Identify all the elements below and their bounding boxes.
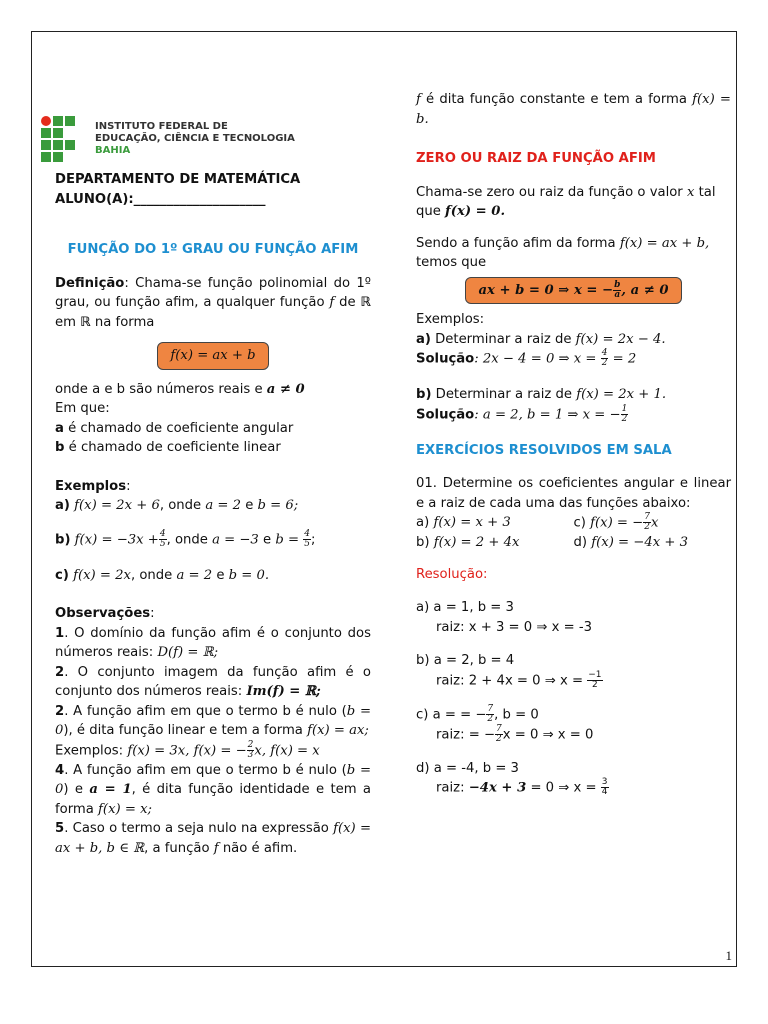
root-formula-box: ax + b = 0 ⇒ x = − $\frac{b}{a}$ , a ≠ 0 — [465, 277, 681, 305]
resolution-b-line1: b) a = 2, b = 4 — [416, 653, 515, 668]
left-column — [55, 240, 371, 858]
definition-paragraph: Definição: Chama-se função polinomial do 1º grau, ou função afim, a qualquer função f de ℝ em ℝ na forma — [55, 275, 371, 330]
question-row-1 — [416, 513, 731, 533]
coef-a-line: a é chamado de coeficiente angular — [55, 420, 294, 436]
resolution-label: Resolução: — [416, 566, 488, 582]
section-title-zero: ZERO OU RAIZ DA FUNÇÃO AFIM — [416, 151, 656, 166]
logo-line-3: BAHIA — [95, 145, 131, 156]
formula-box: f(x) = ax + b — [157, 342, 268, 370]
root-solution-a: Solução: 2x − 4 = 0 ⇒ x = $\frac{4}{2}$ = 2 — [416, 348, 637, 368]
page-number: 1 — [725, 948, 732, 963]
resolution-c-line1: c) a = = − $\frac{7}{2}$ , b = 0 — [416, 703, 539, 724]
example-b: b) f(x) = −3x + $\frac{4}{5}$ , onde a = −3 e b = $\frac{4}{5}$ ; — [55, 528, 316, 549]
example-a: a) f(x) = 2x + 6, onde a = 2 e b = 6; — [55, 498, 299, 513]
root-solution-b: Solução: a = 2, b = 1 ⇒ x = − $\frac{1}{2}$ — [416, 403, 628, 424]
question-a: a) f(x) = x + 3 — [416, 515, 511, 530]
examples-heading: Exemplos: — [55, 478, 131, 494]
obs-1: 1. O domínio da função afim é o conjunto dos números reais: D(f) = ℝ; — [55, 625, 371, 660]
obs-3: 2. A função afim em que o termo b é nulo (b = 0), é dita função linear e tem a forma f(x) = ax; — [55, 703, 372, 738]
obs-4: 4. A função afim em que o termo b é nulo (b = 0) e a = 1, é dita função identidade e tem a forma f(x) = x; — [55, 762, 372, 817]
logo-line-2: EDUCAÇÃO, CIÊNCIA E TECNOLOGIA — [95, 133, 295, 144]
question-c: c) f(x) = − $\frac{7}{2}$ x — [573, 512, 659, 532]
onde-line: onde a e b são números reais e a ≠ 0 — [55, 381, 305, 397]
obs-5: 5. Caso o termo a seja nulo na expressão f(x) = ax + b, b ∈ ℝ, a função f não é afim. — [55, 821, 371, 856]
temos-que: temos que — [416, 255, 487, 270]
observations-heading: Observações: — [55, 606, 155, 621]
department-label: DEPARTAMENTO DE MATEMÁTICA — [55, 172, 301, 187]
header-block — [41, 116, 371, 209]
section-title-afim: FUNÇÃO DO 1º GRAU OU FUNÇÃO AFIM — [67, 242, 359, 257]
section-title-exercises: EXERCÍCIOS RESOLVIDOS EM SALA — [416, 442, 672, 458]
logo-line-1: INSTITUTO FEDERAL DE — [95, 121, 228, 132]
question-01: 01. Determine os coeficientes angular e linear e a raiz de cada uma das funções abaixo: — [416, 476, 731, 511]
resolution-d-line2: raiz: −4x + 3 = 0 ⇒ x = $\frac{3}{4}$ — [436, 777, 608, 797]
right-column — [416, 90, 731, 798]
resolution-a-line2: raiz: x + 3 = 0 ⇒ x = -3 — [436, 619, 592, 635]
examples-label: Exemplos: — [416, 312, 485, 327]
obs-3-examples: Exemplos: f(x) = 3x, f(x) = − $\frac{2}{3}$ x, f(x) = x — [55, 739, 320, 760]
sendo-line: Sendo a função afim da forma f(x) = ax + b, — [416, 235, 710, 251]
logo-text — [95, 121, 295, 157]
question-row-2 — [416, 533, 731, 553]
zero-definition: Chama-se zero ou raiz da função o valor x tal que f(x) = 0. — [416, 184, 716, 219]
em-que-label: Em que: — [55, 401, 110, 416]
institution-logo — [41, 116, 371, 162]
logo-mark-icon — [41, 116, 87, 162]
resolution-a-line1: a) a = 1, b = 3 — [416, 600, 514, 615]
constant-function-text: f é dita função constante e tem a forma f(x) = b. — [416, 92, 731, 127]
resolution-d-line1: d) a = -4, b = 3 — [416, 760, 519, 776]
obs-2: 2. O conjunto imagem da função afim é o conjunto dos números reais: Im(f) = ℝ; — [55, 664, 371, 699]
question-d: d) f(x) = −4x + 3 — [573, 535, 688, 550]
resolution-b-line2: raiz: 2 + 4x = 0 ⇒ x = $\frac{-1}{2}$ — [436, 669, 602, 690]
coef-b-line: b é chamado de coeficiente linear — [55, 440, 281, 455]
question-b: b) f(x) = 2 + 4x — [416, 535, 520, 550]
root-example-a: a) Determinar a raiz de f(x) = 2x − 4. — [416, 331, 666, 347]
example-c: c) f(x) = 2x, onde a = 2 e b = 0. — [55, 567, 270, 583]
student-field: ALUNO(A):____________________ — [55, 191, 266, 207]
root-example-b: b) Determinar a raiz de f(x) = 2x + 1. — [416, 387, 667, 402]
resolution-c-line2: raiz: = − $\frac{7}{2}$ x = 0 ⇒ x = 0 — [436, 723, 594, 744]
